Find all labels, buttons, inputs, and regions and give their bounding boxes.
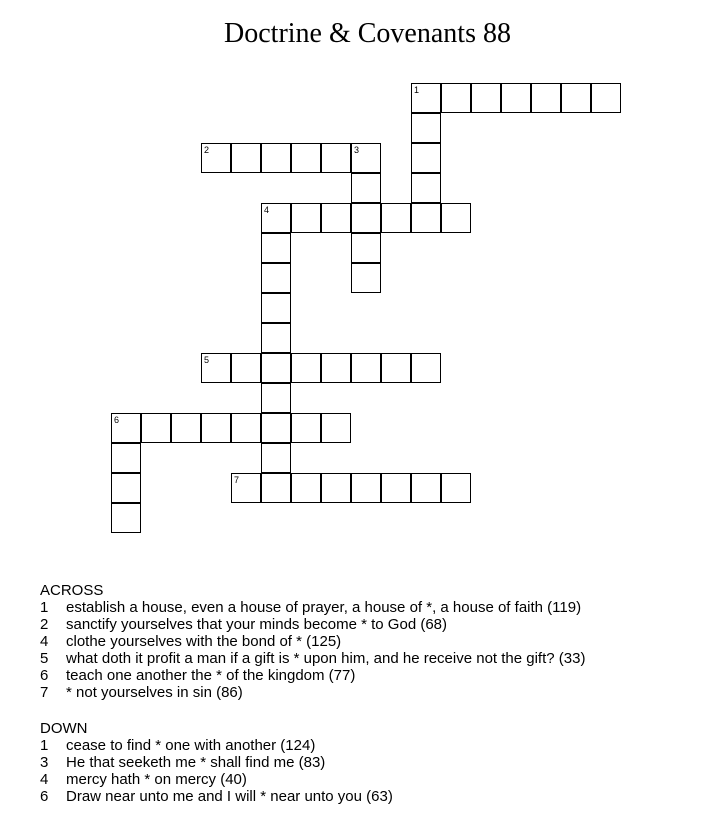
page-title: Doctrine & Covenants 88 bbox=[224, 18, 511, 49]
clue-down-4: 4 mercy hath * on mercy (40) bbox=[40, 771, 247, 788]
crossword-cell bbox=[411, 143, 441, 173]
crossword-cell bbox=[501, 83, 531, 113]
crossword-cell bbox=[261, 143, 291, 173]
crossword-cell bbox=[111, 443, 141, 473]
clue-across-4: 4 clothe yourselves with the bond of * (125) bbox=[40, 633, 342, 650]
crossword-cell bbox=[441, 473, 471, 503]
crossword-cell bbox=[351, 173, 381, 203]
clue-across-1: 1 establish a house, even a house of prayer, a house of *, a house of faith (119) bbox=[40, 599, 582, 616]
down-heading: DOWN bbox=[40, 720, 88, 737]
crossword-cell bbox=[261, 203, 291, 233]
crossword-cell bbox=[111, 503, 141, 533]
crossword-cell bbox=[351, 143, 381, 173]
down-clues bbox=[40, 720, 393, 805]
crossword-cell bbox=[171, 413, 201, 443]
crossword-cell bbox=[381, 203, 411, 233]
crossword-cell bbox=[111, 473, 141, 503]
crossword-cell bbox=[561, 83, 591, 113]
crossword-cell bbox=[321, 143, 351, 173]
crossword-cell bbox=[351, 353, 381, 383]
crossword-cell bbox=[411, 173, 441, 203]
crossword-cell bbox=[111, 413, 141, 443]
crossword-cell bbox=[261, 323, 291, 353]
crossword-cell bbox=[321, 353, 351, 383]
crossword-cell bbox=[321, 203, 351, 233]
crossword-cell bbox=[261, 473, 291, 503]
crossword-cell bbox=[351, 263, 381, 293]
crossword-cell bbox=[381, 473, 411, 503]
crossword-cell bbox=[201, 143, 231, 173]
crossword-cell bbox=[261, 443, 291, 473]
crossword-cell bbox=[411, 473, 441, 503]
across-clues bbox=[40, 582, 585, 701]
crossword-cell bbox=[351, 473, 381, 503]
crossword-cell bbox=[261, 413, 291, 443]
clue-down-3: 3 He that seeketh me * shall find me (83) bbox=[40, 754, 326, 771]
crossword-cell bbox=[351, 203, 381, 233]
crossword-cell bbox=[411, 113, 441, 143]
crossword-cell bbox=[351, 233, 381, 263]
crossword-cell bbox=[411, 83, 441, 113]
crossword-cell bbox=[441, 203, 471, 233]
crossword-cell bbox=[291, 353, 321, 383]
crossword-cell bbox=[381, 353, 411, 383]
crossword-cell bbox=[261, 263, 291, 293]
clue-across-2: 2 sanctify yourselves that your minds become * to God (68) bbox=[40, 616, 448, 633]
crossword-cell bbox=[261, 383, 291, 413]
crossword-cell bbox=[291, 203, 321, 233]
crossword-cell bbox=[471, 83, 501, 113]
crossword-cell bbox=[441, 83, 471, 113]
cell-number: 6 bbox=[114, 415, 120, 425]
crossword-cell bbox=[231, 353, 261, 383]
crossword-cell bbox=[291, 143, 321, 173]
crossword-cell bbox=[141, 413, 171, 443]
crossword-cell bbox=[291, 413, 321, 443]
crossword-cell bbox=[411, 203, 441, 233]
crossword-cell bbox=[261, 353, 291, 383]
crossword-cell bbox=[291, 473, 321, 503]
clue-across-5: 5 what doth it profit a man if a gift is * upon him, and he receive not the gift? (33) bbox=[40, 650, 586, 667]
crossword-cell bbox=[201, 413, 231, 443]
across-heading: ACROSS bbox=[40, 582, 104, 599]
cell-number: 5 bbox=[204, 355, 210, 365]
crossword-cell bbox=[201, 353, 231, 383]
crossword-cell bbox=[321, 473, 351, 503]
crossword-cell bbox=[321, 413, 351, 443]
clue-across-6: 6 teach one another the * of the kingdom (77) bbox=[40, 667, 356, 684]
cell-number: 7 bbox=[234, 475, 240, 485]
crossword-cell bbox=[231, 413, 261, 443]
cell-number: 2 bbox=[204, 145, 210, 155]
cell-number: 1 bbox=[414, 85, 420, 95]
cell-number: 4 bbox=[264, 205, 270, 215]
crossword-cell bbox=[261, 233, 291, 263]
clue-across-7: 7 * not yourselves in sin (86) bbox=[40, 684, 243, 701]
cell-number: 3 bbox=[354, 145, 360, 155]
crossword-cell bbox=[261, 293, 291, 323]
clue-down-1: 1 cease to find * one with another (124) bbox=[40, 737, 316, 754]
crossword-cell bbox=[231, 143, 261, 173]
clue-down-6: 6 Draw near unto me and I will * near unto you (63) bbox=[40, 788, 393, 805]
crossword-cell bbox=[531, 83, 561, 113]
crossword-cell bbox=[231, 473, 261, 503]
crossword-cell bbox=[411, 353, 441, 383]
crossword-cell bbox=[591, 83, 621, 113]
